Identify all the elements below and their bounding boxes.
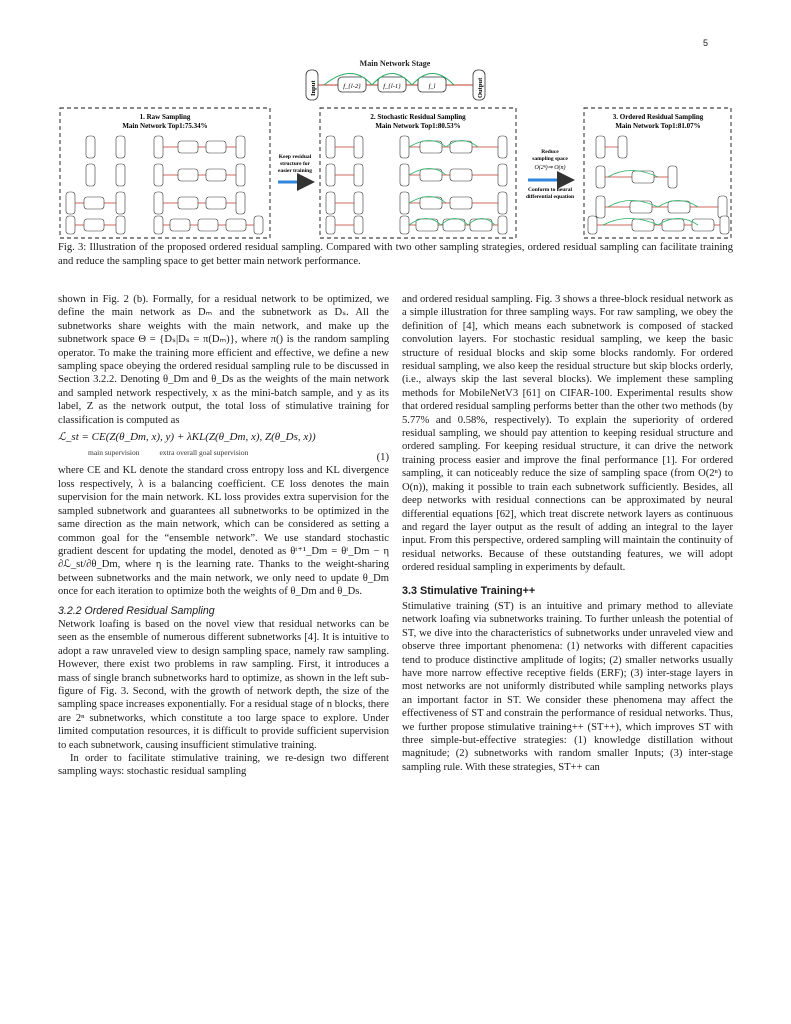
top-f2: f_{l-1} bbox=[383, 83, 401, 90]
top-output: Output bbox=[477, 77, 484, 98]
arrow2-line4: Conform to neural bbox=[528, 187, 572, 193]
left-paragraph-1: shown in Fig. 2 (b). Formally, for a residual network to be optimized, we define the main network as Dₘ and the subnetwork as Dₛ. All the subnetworks share weights with the main network, and make up the subnetwork space Θ = {Dₛ|Dₛ = π(Dₘ)}, where π() is the random sampling operator. To make the training more efficient and effective, we define a new sampling space obeying the ordered residual sampling rule to be discussed in Section 3.2.2. Denoting θ_Dm and θ_Ds as the weights of the main network and sampled network respectively, x as the mini-batch sample, and y as its label, Z as the network output, the total loss of stimulative training for classification is computed as bbox=[58, 294, 389, 426]
figure-caption: Fig. 3: Illustration of the proposed ordered residual sampling. Compared with two other sampling strategies, ordered residual sampling can facilitate training and reduce the sampling space to get better main network performance. bbox=[58, 242, 733, 267]
arrow1-line1: Keep residual bbox=[278, 154, 312, 160]
left-paragraph-3: Network loafing is based on the novel view that residual networks can be seen as the ensemble of numerous different subnetworks [4]. It is intuitive to adopt a raw unraveled view to design sampling space, namely raw sampling. However, there exist two problems in raw sampling. First, it introduces a mass of single branch subnetworks hard to optimize, as shown in the left sub-figure of Fig. 3. Second, with the growth of network depth, the size of the sampling space increases exponentially. For a residual stage of n blocks, there are 2ⁿ subnetworks, which constitute a too large space to explore. Under limited computation resources, it is difficult to provide sufficient supervision to each subnetwork, causing insufficient stimulative training. bbox=[58, 618, 389, 751]
panel2-subtitle: Main Network Top1:80.53% bbox=[375, 122, 461, 130]
arrow2-line2: sampling space bbox=[532, 156, 568, 162]
right-column bbox=[402, 293, 733, 774]
left-paragraph-2: where CE and KL denote the standard cross entropy loss and KL divergence loss respectively, λ is a balancing coefficient. CE loss denotes the main supervision for the main network. KL loss provides extra supervision for the sampled subnetwork and guarantees all subnetworks to be optimized in the same direction as the main network, which can be considered as setting a common goal for the “ensemble network”. We use standard stochastic gradient descent for updating the model, denoted as θᵗ⁺¹_Dm = θᵗ_Dm − η ∂ℒ_st/∂θ_Dm, where η is the learning rate. Thanks to the weight-sharing between subnetworks and the main network, we only need to update θ_Dm once for each iteration to optimize both the weights of θ_Dm and θ_Ds. bbox=[58, 465, 389, 598]
arrow1-line3: easier training bbox=[278, 168, 312, 174]
page-number: 5 bbox=[702, 38, 708, 48]
right-paragraph-2: Stimulative training (ST) is an intuitive and primary method to alleviate network loafing via subnetworks training. To further unleash the potential of ST, we dive into the characteristics of subnetworks under unraveled view and observe three important phenomena: (1) networks with different capacities tend to produce distinctive amplitude of logits; (2) smaller networks usually have more narrow effective receptive fields (ERF); (3) inter-stage layers in most networks are not uniformly distributed while sampling networks plays an important factor in ST. We consider these phenomena may affect the effectiveness of ST and constrain the performance of residual networks. Thus, we further propose stimulative training++ (ST++), which improves ST with three simple-but-effective strategies: (1) knowledge distillation without magnitude; (2) subnetworks with random smaller Inputs; (3) inter-stage sampling rule. With these strategies, ST++ can bbox=[402, 600, 733, 773]
section-heading-3-2-2: 3.2.2 Ordered Residual Sampling bbox=[58, 604, 215, 617]
right-paragraph-1: and ordered residual sampling. Fig. 3 shows a three-block residual network as a simple illustration for three sampling ways. For raw sampling, we obey the definition of [4], which means each subnetwork is composed of stacked convolution layers. For stochastic residual sampling, we keep the basic structure of residual blocks and skip some blocks randomly. For ordered residual sampling, we also keep the residual structure but skip blocks orderly, (i.e., always skip the last several blocks). We implement these sampling methods for MobileNetV3 [61] on CIFAR-100. Experimental results show that ordered residual sampling performs better than the other two methods (by 5.77% and 0.58%, respectively). To explain the superiority of ordered residual sampling, we should pay attention to keeping residual structure and ordered sampling. For keeping residual structure, it can drive the network training process easier and improve the final performance [1]. For ordered sampling, it can noticeably reduce the size of sampling space (from O(2ⁿ) to O(n)), making it possible to train each subnetwork sufficiently. Besides, all deep networks with residual connections can be approximated by neural differential equations [62], which treat discrete network layers as continuous and regard the layer output as the result of adding an integral to the layer input. From this perspective, ordered sampling will maintain the continuity of residual networks. Because of these outstanding features, we will adopt ordered residual sampling in experiments by default. bbox=[402, 294, 733, 574]
top-f1: f_{l-2} bbox=[343, 83, 361, 90]
equation-label-extra: extra overall goal supervision bbox=[159, 448, 249, 458]
panel1-subtitle: Main Network Top1:75.34% bbox=[122, 122, 208, 130]
left-paragraph-4: In order to facilitate stimulative training, we re-design two different sampling ways: stochastic residual sampling bbox=[58, 753, 389, 778]
equation-label-main: main supervision bbox=[88, 448, 140, 458]
panel1-title: 1. Raw Sampling bbox=[139, 113, 191, 121]
arrow2-line5: differential equation bbox=[525, 194, 575, 200]
equation-1-body: ℒ_st = CE(Z(θ_Dm, x), y) + λKL(Z(θ_Dm, x), Z(θ_Ds, x)) bbox=[58, 431, 316, 444]
equation-1 bbox=[58, 431, 389, 464]
arrow1-line2: structure for bbox=[280, 161, 310, 167]
panel2-title: 2. Stochastic Residual Sampling bbox=[370, 113, 466, 121]
figure-title: Main Network Stage bbox=[359, 59, 431, 68]
arrow2-line3: O(2ⁿ)⇒ O(n) bbox=[534, 165, 566, 171]
equation-number: (1) bbox=[376, 452, 389, 464]
arrow2-line1: Reduce bbox=[541, 149, 559, 155]
top-f3: f_l bbox=[428, 83, 436, 90]
panel3-subtitle: Main Network Top1:81.07% bbox=[615, 122, 701, 130]
figure-3 bbox=[58, 56, 733, 242]
top-input: Input bbox=[310, 80, 317, 96]
left-column bbox=[58, 293, 389, 779]
section-heading-3-3: 3.3 Stimulative Training++ bbox=[402, 584, 536, 597]
panel3-title: 3. Ordered Residual Sampling bbox=[612, 113, 704, 121]
